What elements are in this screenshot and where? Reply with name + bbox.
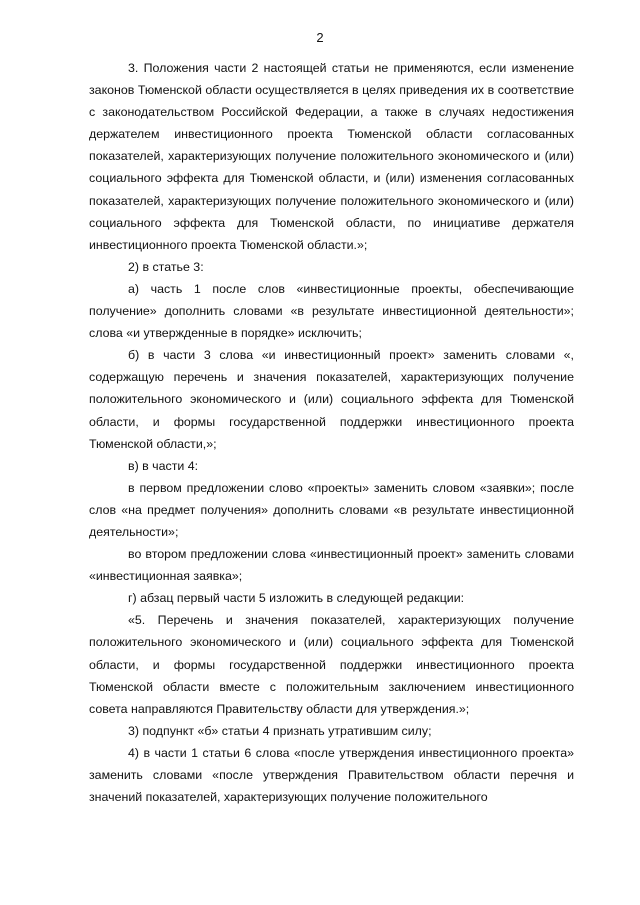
paragraph-item-g: г) абзац первый части 5 изложить в следующей редакции: — [128, 591, 465, 606]
paragraph-article-3: 2) в статье 3: — [128, 259, 204, 274]
page-number: 2 — [316, 30, 324, 45]
paragraph-second-sentence: во втором предложении слова «инвестиционный проект» заменить словами «инвестиционная заявка»; — [89, 547, 574, 584]
document-body — [89, 57, 574, 808]
paragraph-part-3: 3. Положения части 2 настоящей статьи не применяются, если изменение законов Тюменской области осуществляется в целях приведения их в соответствие с законодательством Российской Федерации, а также в случаях недостижения держателем инвестиционного проекта Тюменской области согласованных показателей, характеризующих получение положительного экономического и (или) социального эффекта для Тюменской области, и (или) изменения согласованных показателей, характеризующих получение положительного экономического и (или) социального эффекта для Тюменской области, по инициативе держателя инвестиционного проекта Тюменской области.»; — [89, 61, 574, 252]
paragraph-item-4: 4) в части 1 статьи 6 слова «после утверждения инвестиционного проекта» заменить словами «после утверждения Правительством области перечня и значений показателей, характеризующих получение положительного — [89, 745, 574, 805]
paragraph-first-sentence: в первом предложении слово «проекты» заменить словом «заявки»; после слов «на предмет получения» дополнить словами «в результате инвестиционной деятельности»; — [89, 480, 574, 539]
paragraph-item-3: 3) подпункт «б» статьи 4 признать утратившим силу; — [128, 723, 432, 738]
paragraph-part-5-new: «5. Перечень и значения показателей, характеризующих получение положительного экономического и (или) социального эффекта для Тюменской области, и формы государственной поддержки инвестиционного проекта Тюменской области вместе с положительным заключением инвестиционного совета направляются Правительству области для утверждения.»; — [89, 613, 574, 716]
paragraph-item-v: в) в части 4: — [128, 458, 199, 473]
paragraph-item-b: б) в части 3 слова «и инвестиционный проект» заменить словами «, содержащую перечень и значения показателей, характеризующих получение положительного экономического и (или) социального эффекта для Тюменской области, и формы государственной поддержки инвестиционного проекта Тюменской области,»; — [89, 348, 574, 451]
paragraph-item-a: а) часть 1 после слов «инвестиционные проекты, обеспечивающие получение» дополнить словами «в результате инвестиционной деятельности»; слова «и утвержденные в порядке» исключить; — [89, 281, 574, 341]
